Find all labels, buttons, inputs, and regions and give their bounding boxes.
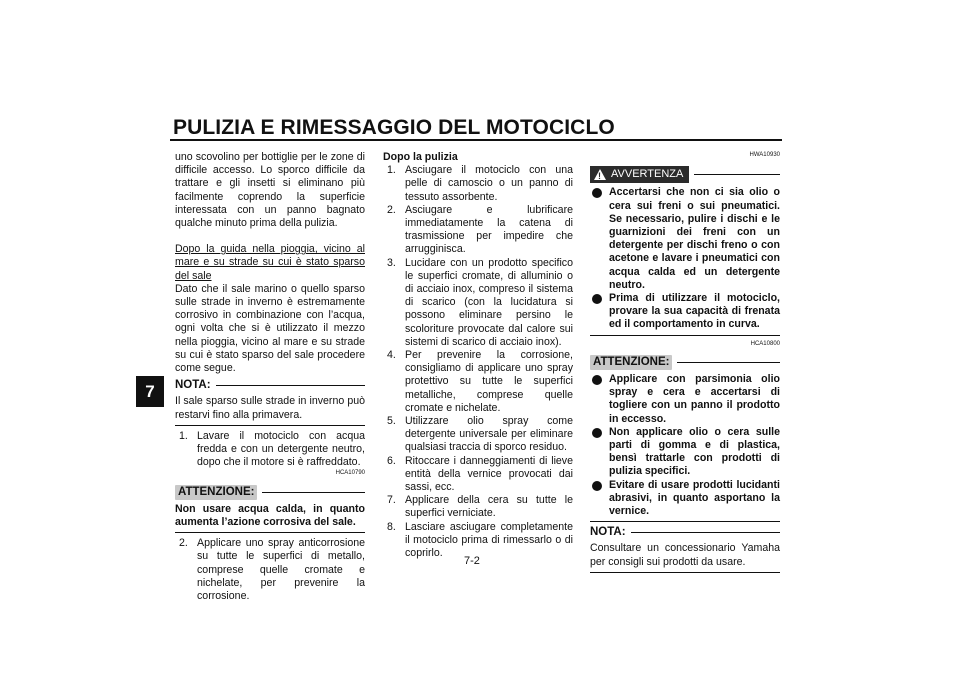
step-number: 2. xyxy=(387,203,396,216)
caution-header xyxy=(590,355,780,370)
column-middle xyxy=(383,151,573,560)
step-number: 6. xyxy=(387,454,396,467)
nota-end-rule xyxy=(175,425,365,426)
step-text: Lasciare asciugare completamente il motociclo prima di rimessarlo o di coprirlo. xyxy=(405,520,573,560)
list-item xyxy=(590,426,780,479)
chapter-tab: 7 xyxy=(136,376,164,407)
step-text: Ritoccare i danneggiamenti di lieve entità della vernice provocati dai sassi, ecc. xyxy=(405,454,573,494)
list-item xyxy=(175,537,365,603)
intro-paragraph: uno scovolino per bottiglie per le zone di difficile accesso. Lo sporco difficile da trattare e gli insetti si eliminano più facilmente coprendo la superficie interessata con un panno bagnato qualche minuto prima della pulizia. xyxy=(175,151,365,230)
step-number: 8. xyxy=(387,520,396,533)
nota-header xyxy=(590,526,780,539)
nota-text: Il sale sparso sulle strade in inverno può restarvi fino alla primavera. xyxy=(175,395,365,421)
warning-triangle-icon xyxy=(594,169,606,180)
nota-rule xyxy=(216,385,365,386)
list-item xyxy=(383,257,573,349)
step-number: 4. xyxy=(387,349,396,362)
step-number: 3. xyxy=(387,256,396,269)
list-item xyxy=(590,373,780,426)
nota-text: Consultare un concessionario Yamaha per consigli sui prodotti da usare. xyxy=(590,542,780,568)
list-item xyxy=(383,494,573,520)
step-text: Utilizzare olio spray come detergente universale per eliminare qualsiasi traccia di sporco residuo. xyxy=(405,415,573,454)
caution-header xyxy=(175,485,365,500)
nota-label: NOTA: xyxy=(590,526,626,539)
caution-text: Non usare acqua calda, in quanto aumenta l’azione corrosiva del sale. xyxy=(175,502,365,529)
column-left xyxy=(175,151,365,603)
list-item xyxy=(383,164,573,204)
step-number: 1. xyxy=(179,429,188,442)
nota-end-rule xyxy=(590,572,780,573)
list-item xyxy=(175,430,365,470)
list-item xyxy=(590,186,780,292)
caution-label: ATTENZIONE: xyxy=(590,355,672,370)
wash-steps-2 xyxy=(175,537,365,603)
warning-item-text: Prima di utilizzare il motociclo, provare la sua capacità di frenata ed il comportamento in curva. xyxy=(609,292,780,331)
list-item xyxy=(590,479,780,519)
page-number: 7-2 xyxy=(464,555,480,567)
caution-code: HCA10790 xyxy=(335,470,365,477)
page-title: PULIZIA E RIMESSAGGIO DEL MOTOCICLO xyxy=(173,116,615,139)
caution-item-text: Evitare di usare prodotti lucidanti abrasivi, in quanto asportano la vernice. xyxy=(609,478,780,518)
caution-end-rule xyxy=(175,532,365,533)
bullet-icon xyxy=(592,294,602,304)
step-number: 7. xyxy=(387,494,396,507)
caution-item-text: Applicare con parsimonia olio spray e cera e accertarsi di togliere con un panno il prodotto in eccesso. xyxy=(609,373,780,425)
after-cleaning-heading: Dopo la pulizia xyxy=(383,151,458,163)
bullet-icon xyxy=(592,481,602,491)
step-text: Asciugare e lubrificare immediatamente la catena di trasmissione per impedire che arrugginisca. xyxy=(405,203,573,256)
step-number: 5. xyxy=(387,415,396,428)
caution-end-rule xyxy=(590,521,780,522)
warning-rule xyxy=(694,174,780,175)
list-item xyxy=(590,292,780,332)
caution-item-text: Non applicare olio o cera sulle parti di gomma e di plastica, bensì trattarle con prodotti di pulizia specifici. xyxy=(609,425,780,478)
step-text: Per prevenire la corrosione, consigliamo di applicare uno spray protettivo su tutte le superfici metalliche, comprese quelle cromate e nichelate. xyxy=(405,349,573,414)
nota-header xyxy=(175,379,365,392)
step-number: 2. xyxy=(179,537,188,550)
after-cleaning-steps xyxy=(383,164,573,560)
rain-heading: Dopo la guida nella pioggia, vicino al mare e su strade su cui è stato sparso del sale xyxy=(175,243,365,282)
column-right xyxy=(590,151,780,577)
list-item xyxy=(383,204,573,257)
warning-label: AVVERTENZA xyxy=(611,168,684,181)
warning-end-rule xyxy=(590,335,780,336)
step-number: 1. xyxy=(387,164,396,177)
warning-item-text: Accertarsi che non ci sia olio o cera sui freni o sui pneumatici. Se necessario, pulire i dischi e le guarnizioni dei freni con un detergente per dischi freno o con acetone e lavare i pneumatici con acqua calda ed un detergente neutro. xyxy=(609,186,780,291)
warning-header xyxy=(590,166,780,183)
caution-rule xyxy=(677,362,780,363)
wash-steps-1 xyxy=(175,430,365,470)
bullet-icon xyxy=(592,428,602,438)
list-item xyxy=(383,455,573,495)
list-item xyxy=(383,349,573,415)
step-text: Asciugare il motociclo con una pelle di camoscio o un panno di tessuto assorbente. xyxy=(405,164,573,203)
caution-code: HCA10800 xyxy=(750,340,780,347)
title-rule xyxy=(170,139,782,141)
warning-code: HWA10930 xyxy=(749,152,780,158)
rain-paragraph: Dato che il sale marino o quello sparso sulle strade in inverno è estremamente corrosivo in combinazione con l’acqua, ogni volta che si è utilizzato il mezzo nella pioggia, vicino al mare e su strade su cui è stato sparso del sale procedere come segue. xyxy=(175,282,365,375)
step-text: Lavare il motociclo con acqua fredda e con un detergente neutro, dopo che il motore si è raffreddato. xyxy=(197,429,365,469)
bullet-icon xyxy=(592,375,602,385)
caution-rule xyxy=(262,492,365,493)
step-text: Applicare uno spray anticorrosione su tutte le superfici di metallo, comprese quelle cromate e nichelate, per prevenire la corrosione. xyxy=(197,537,365,603)
caution-label: ATTENZIONE: xyxy=(175,485,257,500)
warning-badge xyxy=(590,166,689,183)
nota-label: NOTA: xyxy=(175,379,211,392)
nota-rule xyxy=(631,532,780,533)
step-text: Applicare della cera su tutte le superfici verniciate. xyxy=(405,494,573,520)
list-item xyxy=(383,415,573,455)
bullet-icon xyxy=(592,188,602,198)
step-text: Lucidare con un prodotto specifico le superfici cromate, di alluminio o di acciaio inox, compreso il sistema di scarico (con la lucidatura si possono eliminare persino le scoloriture provocate dal calore sui sistemi di scarico di acciaio inox). xyxy=(405,256,573,348)
